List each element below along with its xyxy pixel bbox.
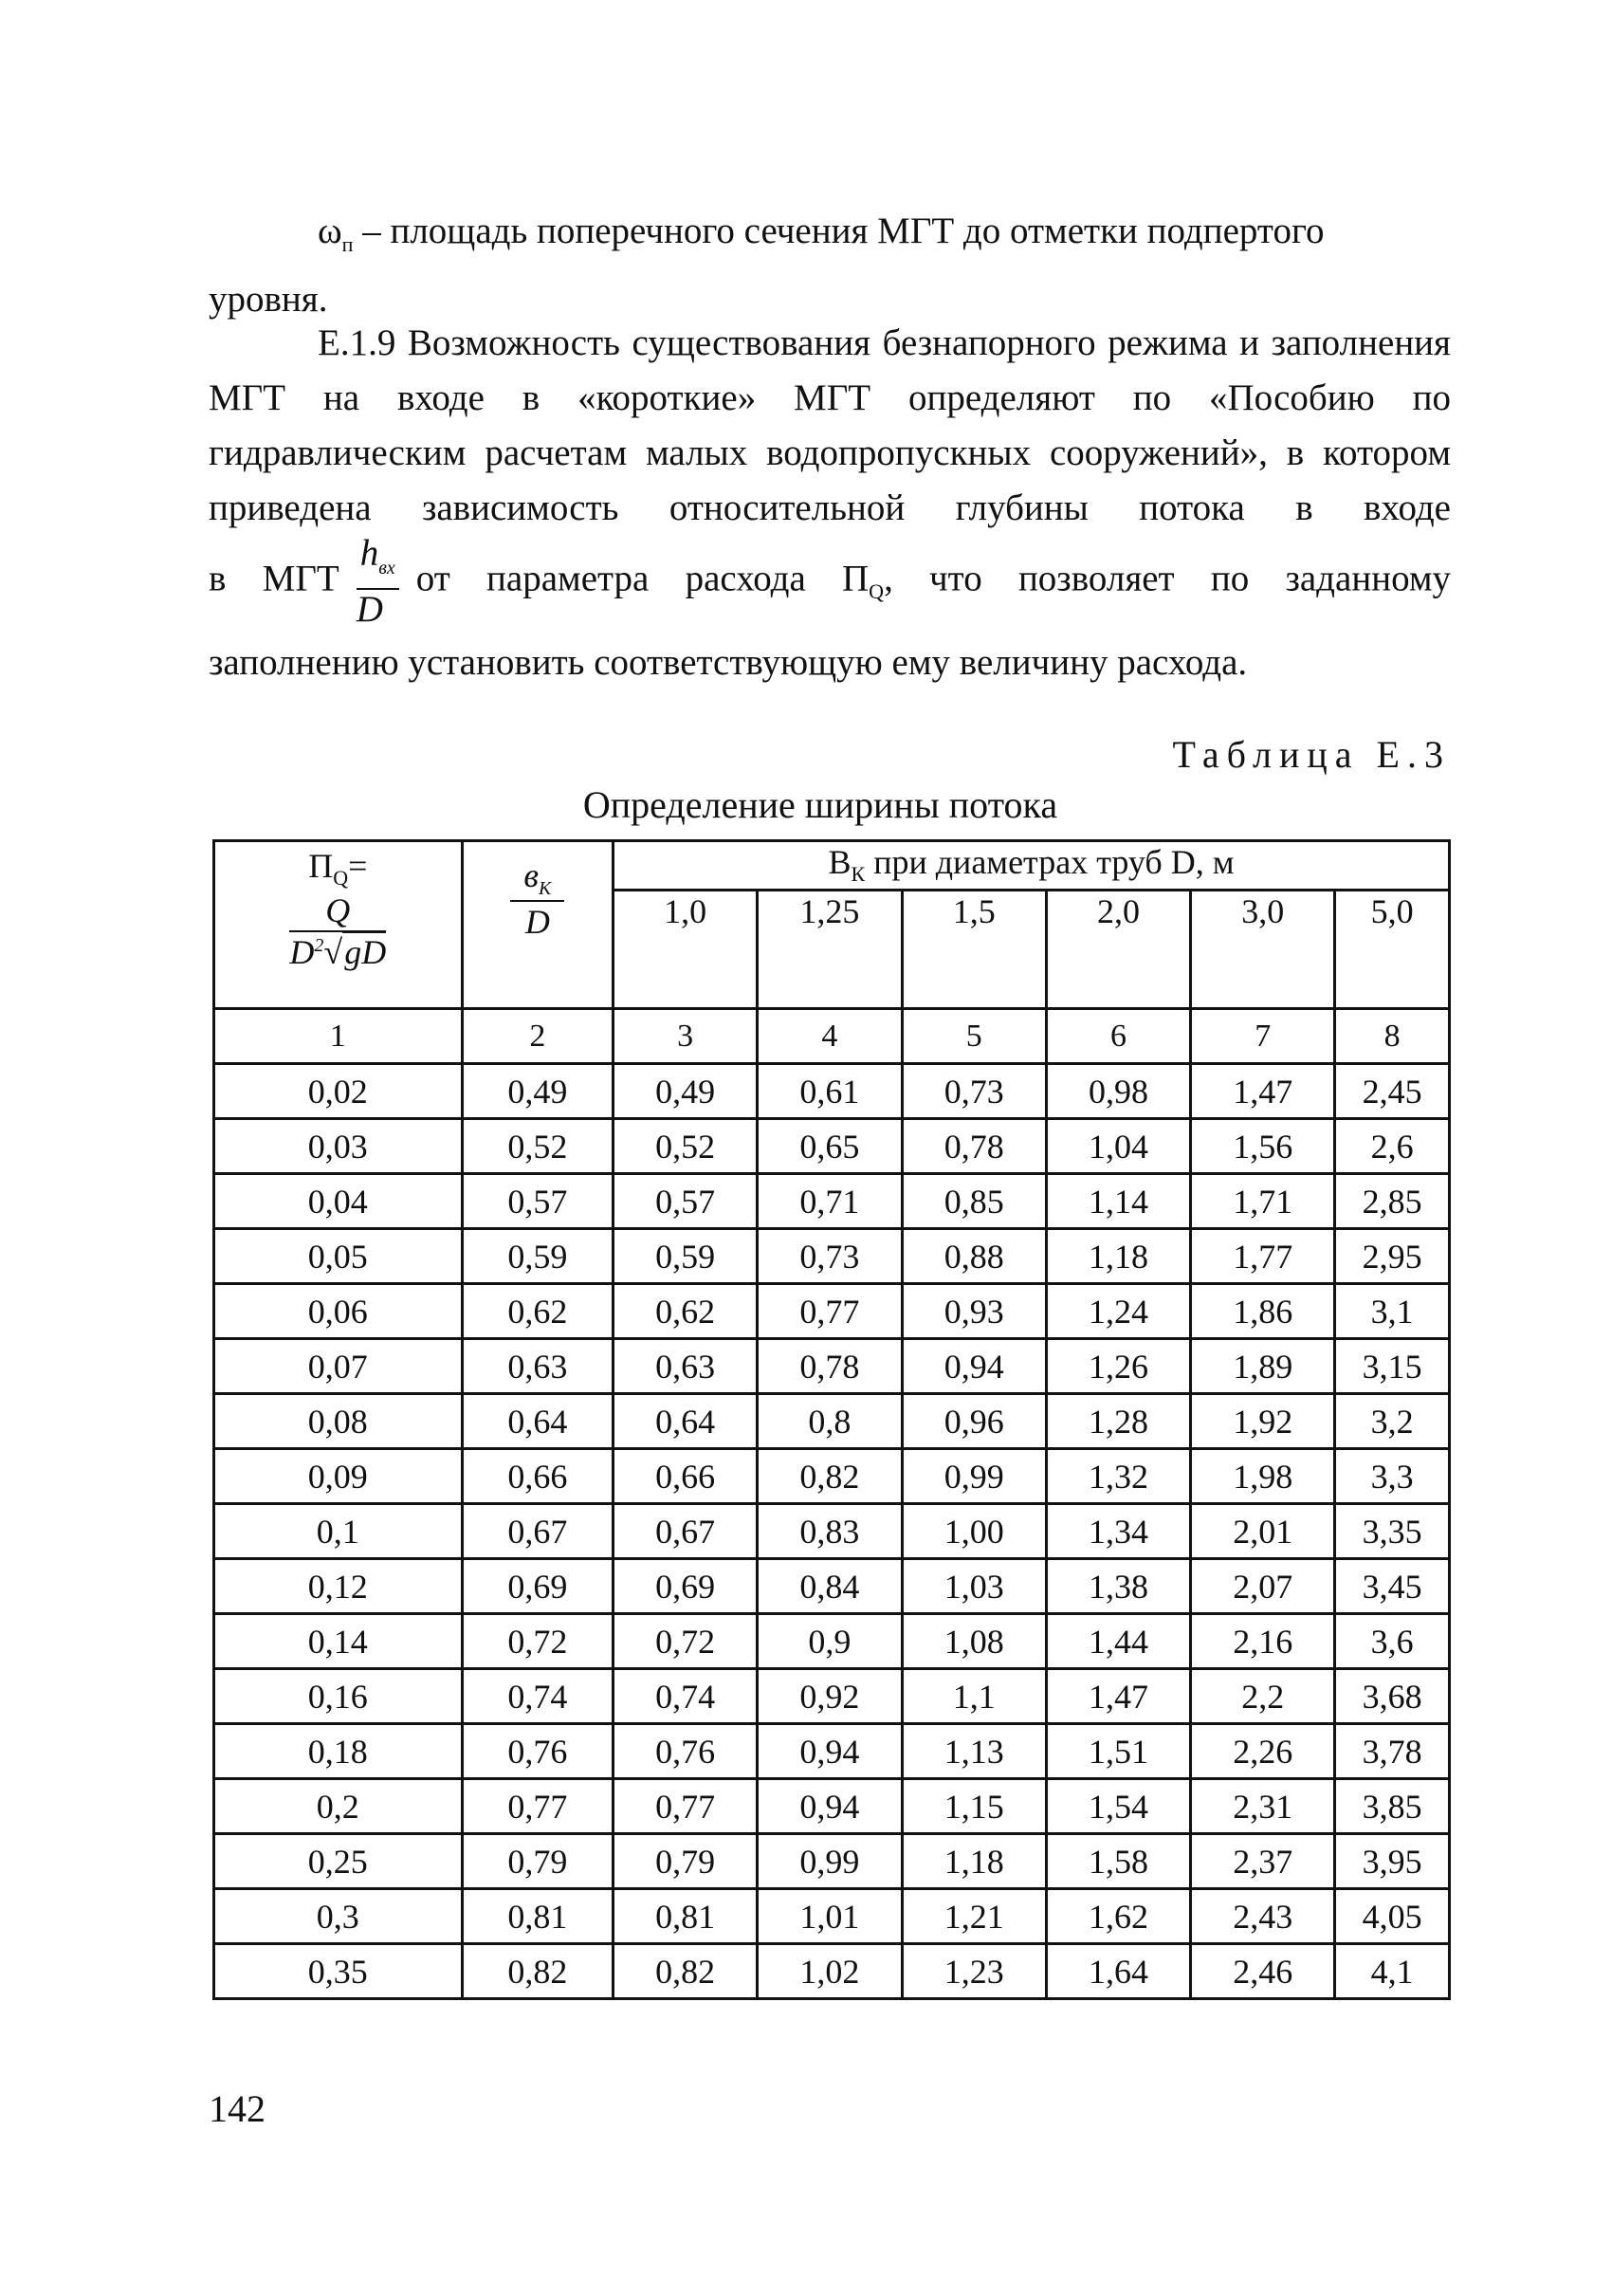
header-diameter-5: 3,0 [1191, 890, 1335, 1008]
table-cell: 2,2 [1191, 1669, 1335, 1724]
table-cell: 0,57 [614, 1174, 758, 1229]
table-cell: 3,1 [1335, 1284, 1450, 1339]
table-row [214, 1889, 1450, 1944]
table-cell: 0,81 [462, 1889, 613, 1944]
column-number-row [214, 1009, 1450, 1064]
omega-symbol: ω [318, 211, 342, 251]
table-cell: 1,01 [758, 1889, 902, 1944]
table-cell: 0,59 [614, 1229, 758, 1284]
table-cell: 1,32 [1046, 1449, 1190, 1504]
table-cell: 0,94 [758, 1724, 902, 1779]
table-cell: 3,68 [1335, 1669, 1450, 1724]
table-cell: 4,05 [1335, 1889, 1450, 1944]
table-cell: 1,15 [902, 1779, 1046, 1834]
table-row [214, 1669, 1450, 1724]
table-row [214, 1944, 1450, 1999]
header-pq-denominator: $D^2√gD$ [289, 933, 387, 972]
header-diameter-6: 5,0 [1335, 890, 1450, 1008]
table-cell: 0,66 [614, 1449, 758, 1504]
table-cell: 2,31 [1191, 1779, 1335, 1834]
table-row [214, 1504, 1450, 1559]
table-cell: 0,08 [214, 1394, 463, 1449]
table-cell: 3,6 [1335, 1614, 1450, 1669]
table-cell: 0,94 [758, 1779, 902, 1834]
column-number-cell: 5 [902, 1009, 1046, 1064]
table-cell: 0,57 [462, 1174, 613, 1229]
header-pq-den-d: D [289, 933, 315, 972]
table-row [214, 1779, 1450, 1834]
header-pq-sub: Q [333, 866, 349, 891]
table-cell: 0,85 [902, 1174, 1046, 1229]
table-cell: 1,04 [1046, 1119, 1190, 1174]
table-cell: 2,45 [1335, 1064, 1450, 1119]
table-cell: 1,62 [1046, 1889, 1190, 1944]
fraction-numerator-sub: вх [378, 557, 395, 579]
header-pq-symbol: П [308, 847, 334, 885]
table-row [214, 1449, 1450, 1504]
table-cell: 1,03 [902, 1559, 1046, 1614]
table-cell: 3,95 [1335, 1834, 1450, 1889]
table-cell: 0,1 [214, 1504, 463, 1559]
table-cell: 1,38 [1046, 1559, 1190, 1614]
table-cell: 0,82 [462, 1944, 613, 1999]
table-cell: 0,72 [614, 1614, 758, 1669]
table-cell: 1,47 [1046, 1669, 1190, 1724]
table-cell: 0,78 [902, 1119, 1046, 1174]
table-cell: 3,85 [1335, 1779, 1450, 1834]
table-row [214, 1339, 1450, 1394]
table-cell: 3,15 [1335, 1339, 1450, 1394]
table-row [214, 1229, 1450, 1284]
table-cell: 0,03 [214, 1119, 463, 1174]
table-cell: 0,2 [214, 1779, 463, 1834]
table-row [214, 1834, 1450, 1889]
table-cell: 0,35 [214, 1944, 463, 1999]
table-cell: 0,09 [214, 1449, 463, 1504]
table-cell: 1,34 [1046, 1504, 1190, 1559]
formula-prefix: в МГТ [209, 558, 339, 599]
table-cell: 0,79 [614, 1834, 758, 1889]
table-cell: 0,52 [614, 1119, 758, 1174]
column-number-cell: 1 [214, 1009, 463, 1064]
table-cell: 0,78 [758, 1339, 902, 1394]
table-cell: 2,6 [1335, 1119, 1450, 1174]
table-cell: 0,74 [614, 1669, 758, 1724]
table-cell: 1,77 [1191, 1229, 1335, 1284]
table-row [214, 1064, 1450, 1119]
table-cell: 0,77 [462, 1779, 613, 1834]
table-cell: 1,51 [1046, 1724, 1190, 1779]
header-pq-fraction [289, 891, 386, 972]
column-number-cell: 7 [1191, 1009, 1335, 1064]
header-flow-parameter [214, 841, 463, 1009]
paragraph-formula-line [209, 534, 1451, 634]
table-cell: 2,37 [1191, 1834, 1335, 1889]
table-cell: 0,66 [462, 1449, 613, 1504]
table-cell: 0,77 [758, 1284, 902, 1339]
table-row [214, 1394, 1450, 1449]
table-cell: 0,65 [758, 1119, 902, 1174]
fraction-denominator: D [356, 588, 383, 630]
table-cell: 0,63 [462, 1339, 613, 1394]
header-width-denominator: D [524, 903, 550, 942]
table-cell: 0,04 [214, 1174, 463, 1229]
table-cell: 1,26 [1046, 1339, 1190, 1394]
formula-middle-sub: Q [869, 579, 885, 604]
header-width-numerator-sub: К [539, 878, 552, 900]
table-cell: 4,1 [1335, 1944, 1450, 1999]
table-cell: 0,14 [214, 1614, 463, 1669]
header-diameter-1: 1,0 [614, 890, 758, 1008]
table-cell: 0,84 [758, 1559, 902, 1614]
table-cell: 0,49 [462, 1064, 613, 1119]
column-number-cell: 8 [1335, 1009, 1450, 1064]
table-cell: 0,88 [902, 1229, 1046, 1284]
paragraph-e19: Е.1.9 Возможность существования безнапорного режима и заполнения МГТ на входе в «короткие» МГТ определяют по «Пособию по гидравлическим расчетам малых водопропускных сооружений», в котором приведена зависимость относительной глубины потока в входе [209, 322, 1451, 528]
table-cell: 2,26 [1191, 1724, 1335, 1779]
definition-text: – площадь поперечного сечения МГТ до отметки подпертого [353, 211, 1325, 251]
table-row [214, 1614, 1450, 1669]
table-cell: 1,08 [902, 1614, 1046, 1669]
table-cell: 3,3 [1335, 1449, 1450, 1504]
page-number: 142 [209, 2087, 266, 2130]
table-cell: 0,64 [462, 1394, 613, 1449]
definition-continuation: уровня. [209, 278, 328, 320]
table-cell: 0,63 [614, 1339, 758, 1394]
header-pq-den-sqrt: gD [344, 933, 387, 972]
header-pq-eq: = [348, 847, 368, 885]
table-cell: 0,98 [1046, 1064, 1190, 1119]
table-cell: 0,64 [614, 1394, 758, 1449]
table-cell: 2,07 [1191, 1559, 1335, 1614]
header-group-sub: К [851, 862, 866, 887]
table-cell: 0,94 [902, 1339, 1046, 1394]
header-width-numerator: в [523, 856, 539, 894]
relative-depth-fraction [357, 534, 399, 630]
table-cell: 0,49 [614, 1064, 758, 1119]
header-pq-den-sup: 2 [314, 935, 324, 957]
header-diameter-4: 2,0 [1046, 890, 1190, 1008]
paragraph-definition [209, 204, 1451, 327]
table-cell: 1,92 [1191, 1394, 1335, 1449]
table-cell: 1,89 [1191, 1339, 1335, 1394]
table-cell: 1,64 [1046, 1944, 1190, 1999]
table-cell: 0,82 [758, 1449, 902, 1504]
table-cell: 1,58 [1046, 1834, 1190, 1889]
table-cell: 0,93 [902, 1284, 1046, 1339]
table-cell: 0,77 [614, 1779, 758, 1834]
table-cell: 1,44 [1046, 1614, 1190, 1669]
column-number-cell: 3 [614, 1009, 758, 1064]
table-cell: 1,18 [1046, 1229, 1190, 1284]
fraction-numerator: h [359, 533, 379, 574]
table-cell: 0,12 [214, 1559, 463, 1614]
table-cell: 2,16 [1191, 1614, 1335, 1669]
table-cell: 0,07 [214, 1339, 463, 1394]
header-group-symbol: В [828, 843, 852, 881]
table-cell: 0,25 [214, 1834, 463, 1889]
table-cell: 0,99 [758, 1834, 902, 1889]
table-cell: 3,45 [1335, 1559, 1450, 1614]
table-cell: 0,9 [758, 1614, 902, 1669]
table-cell: 2,46 [1191, 1944, 1335, 1999]
table-cell: 0,18 [214, 1724, 463, 1779]
column-number-cell: 6 [1046, 1009, 1190, 1064]
table-cell: 0,71 [758, 1174, 902, 1229]
table-cell: 2,01 [1191, 1504, 1335, 1559]
table-cell: 0,8 [758, 1394, 902, 1449]
omega-subscript: п [341, 231, 354, 256]
table-cell: 1,02 [758, 1944, 902, 1999]
table-cell: 0,96 [902, 1394, 1046, 1449]
table-cell: 1,00 [902, 1504, 1046, 1559]
table-cell: 1,98 [1191, 1449, 1335, 1504]
header-relative-width-fraction [510, 855, 564, 942]
table-cell: 0,61 [758, 1064, 902, 1119]
table-cell: 3,35 [1335, 1504, 1450, 1559]
column-number-cell: 4 [758, 1009, 902, 1064]
table-cell: 1,54 [1046, 1779, 1190, 1834]
table-cell: 0,62 [462, 1284, 613, 1339]
header-diameter-3: 1,5 [902, 890, 1046, 1008]
table-caption: Таблица Е.3 [1172, 733, 1451, 776]
table-cell: 0,52 [462, 1119, 613, 1174]
table-cell: 0,69 [462, 1559, 613, 1614]
table-cell: 0,73 [758, 1229, 902, 1284]
table-cell: 0,62 [614, 1284, 758, 1339]
table-row [214, 1284, 1450, 1339]
table-cell: 0,92 [758, 1669, 902, 1724]
header-group-text: при диаметрах труб D, м [865, 843, 1235, 881]
formula-middle: от параметра расхода П [415, 558, 870, 599]
table-cell: 0,69 [614, 1559, 758, 1614]
table-cell: 0,74 [462, 1669, 613, 1724]
table-cell: 2,95 [1335, 1229, 1450, 1284]
table-cell: 0,67 [614, 1504, 758, 1559]
formula-suffix: , что позволяет по заданному [884, 558, 1452, 599]
table-row [214, 1559, 1450, 1614]
flow-width-table [212, 839, 1451, 2000]
header-pq-numerator: Q [289, 891, 386, 932]
table-cell: 3,2 [1335, 1394, 1450, 1449]
header-diameter-2: 1,25 [758, 890, 902, 1008]
table-cell: 0,76 [462, 1724, 613, 1779]
table-cell: 0,82 [614, 1944, 758, 1999]
table-cell: 1,47 [1191, 1064, 1335, 1119]
table-cell: 0,73 [902, 1064, 1046, 1119]
table-cell: 0,79 [462, 1834, 613, 1889]
table-cell: 0,81 [614, 1889, 758, 1944]
table-cell: 1,1 [902, 1669, 1046, 1724]
header-diameter-group [614, 841, 1450, 891]
table-cell: 0,72 [462, 1614, 613, 1669]
table-cell: 1,28 [1046, 1394, 1190, 1449]
table-row [214, 1119, 1450, 1174]
table-cell: 2,43 [1191, 1889, 1335, 1944]
table-cell: 2,85 [1335, 1174, 1450, 1229]
table-cell: 0,59 [462, 1229, 613, 1284]
table-cell: 0,06 [214, 1284, 463, 1339]
table-cell: 1,21 [902, 1889, 1046, 1944]
table-cell: 1,23 [902, 1944, 1046, 1999]
paragraph-conclusion: заполнению установить соответствующую ему величину расхода. [209, 642, 1248, 683]
table-cell: 0,3 [214, 1889, 463, 1944]
table-cell: 0,02 [214, 1064, 463, 1119]
table-cell: 1,14 [1046, 1174, 1190, 1229]
table-cell: 0,05 [214, 1229, 463, 1284]
table-title: Определение ширины потока [582, 783, 1058, 826]
table-cell: 0,16 [214, 1669, 463, 1724]
column-number-cell: 2 [462, 1009, 613, 1064]
table-cell: 1,56 [1191, 1119, 1335, 1174]
table-row [214, 1174, 1450, 1229]
table-cell: 1,86 [1191, 1284, 1335, 1339]
table-cell: 0,83 [758, 1504, 902, 1559]
header-relative-width [462, 841, 613, 1009]
table-cell: 1,71 [1191, 1174, 1335, 1229]
table-cell: 1,24 [1046, 1284, 1190, 1339]
table-cell: 3,78 [1335, 1724, 1450, 1779]
table-cell: 0,76 [614, 1724, 758, 1779]
table-cell: 0,99 [902, 1449, 1046, 1504]
table-cell: 1,18 [902, 1834, 1046, 1889]
table-cell: 0,67 [462, 1504, 613, 1559]
table-cell: 1,13 [902, 1724, 1046, 1779]
table-row [214, 1724, 1450, 1779]
